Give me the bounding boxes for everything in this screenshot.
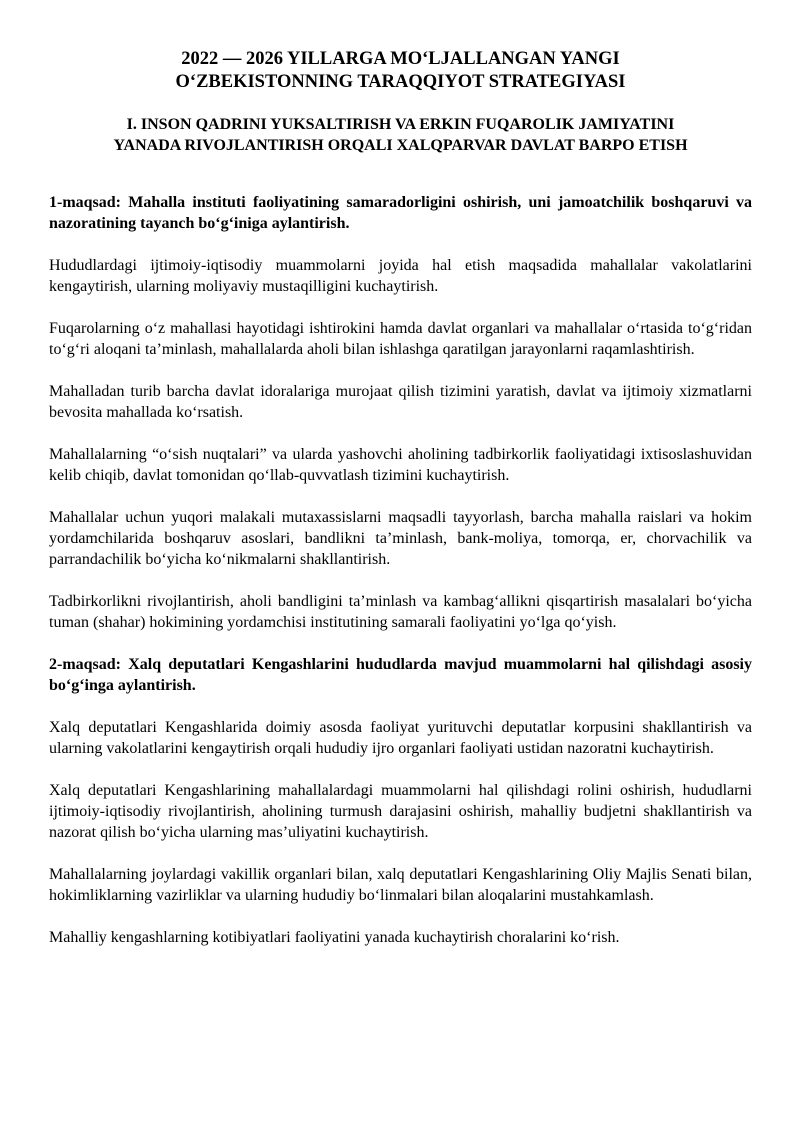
goal-heading: 1-maqsad: Mahalla instituti faoliyatining samaradorligini oshirish, uni jamoatchilik boshqaruvi va nazoratining tayanch bo‘g‘iniga aylantirish. — [49, 194, 752, 232]
document-title-line-1: 2022 — 2026 YILLARGA MO‘LJALLANGAN YANGI — [181, 49, 620, 69]
document-body — [49, 192, 752, 948]
section-heading — [49, 114, 752, 156]
paragraph: Tadbirkorlikni rivojlantirish, aholi bandligini ta’minlash va kambag‘allikni qisqartirish masalalari bo‘yicha tuman (shahar) hokimining yordamchisi institutining samarali faoliyatini yo‘lga qo‘yish. — [49, 593, 752, 631]
paragraph: Mahalliy kengashlarning kotibiyatlari faoliyatini yanada kuchaytirish choralarini ko‘rish. — [49, 929, 620, 946]
document-page — [49, 48, 752, 969]
section-heading-line-2: YANADA RIVOJLANTIRISH ORQALI XALQPARVAR DAVLAT BARPO ETISH — [113, 137, 688, 154]
paragraph: Mahallalar uchun yuqori malakali mutaxassislarni maqsadli tayyorlash, barcha mahalla raislari va hokim yordamchilarida boshqaruv asoslari, bandlikni ta’minlash, bank-moliya, tomorqa, er, chorvachilik va parrandachilik bo‘yicha ko‘nikmalarni shakllantirish. — [49, 509, 752, 568]
paragraph: Mahallalarning joylardagi vakillik organlari bilan, xalq deputatlari Kengashlarining Oliy Majlis Senati bilan, hokimliklarning vazirliklar va ularning hududiy bo‘linmalari bilan aloqalarini mustahkamlash. — [49, 866, 752, 904]
document-title-line-2: O‘ZBEKISTONNING TARAQQIYOT STRATEGIYASI — [175, 72, 626, 92]
document-title — [49, 48, 752, 94]
paragraph: Xalq deputatlari Kengashlarining mahallalardagi muammolarni hal qilishdagi rolini oshirish, hududlarni ijtimoiy-iqtisodiy rivojlantirish, aholining turmush darajasini oshirish, mahalliy budjetni shakllantirish va nazorat qilish bo‘yicha ularning mas’uliyatini kuchaytirish. — [49, 782, 752, 841]
paragraph: Fuqarolarning o‘z mahallasi hayotidagi ishtirokini hamda davlat organlari va mahallalar o‘rtasida to‘g‘ridan to‘g‘ri aloqani ta’minlash, mahallalarda aholi bilan ishlashga qaratilgan jarayonlarni raqamlashtirish. — [49, 320, 752, 358]
paragraph: Mahalladan turib barcha davlat idoralariga murojaat qilish tizimini yaratish, davlat va ijtimoiy xizmatlarni bevosita mahallada ko‘rsatish. — [49, 383, 752, 421]
goal-heading: 2-maqsad: Xalq deputatlari Kengashlarini hududlarda mavjud muammolarni hal qilishdagi asosiy bo‘g‘inga aylantirish. — [49, 656, 752, 694]
section-heading-line-1: I. INSON QADRINI YUKSALTIRISH VA ERKIN FUQAROLIK JAMIYATINI — [126, 116, 675, 133]
paragraph: Xalq deputatlari Kengashlarida doimiy asosda faoliyat yurituvchi deputatlar korpusini shakllantirish va ularning vakolatlarini kengaytirish orqali hududiy ijro organlari faoliyati ustidan nazoratni kuchaytirish. — [49, 719, 752, 757]
paragraph: Mahallalarning “o‘sish nuqtalari” va ularda yashovchi aholining tadbirkorlik faoliyatidagi ixtisoslashuvidan kelib chiqib, davlat tomonidan qo‘llab-quvvatlash tizimini kuchaytirish. — [49, 446, 752, 484]
paragraph: Hududlardagi ijtimoiy-iqtisodiy muammolarni joyida hal etish maqsadida mahallalar vakolatlarini kengaytirish, ularning moliyaviy mustaqilligini kuchaytirish. — [49, 257, 752, 295]
